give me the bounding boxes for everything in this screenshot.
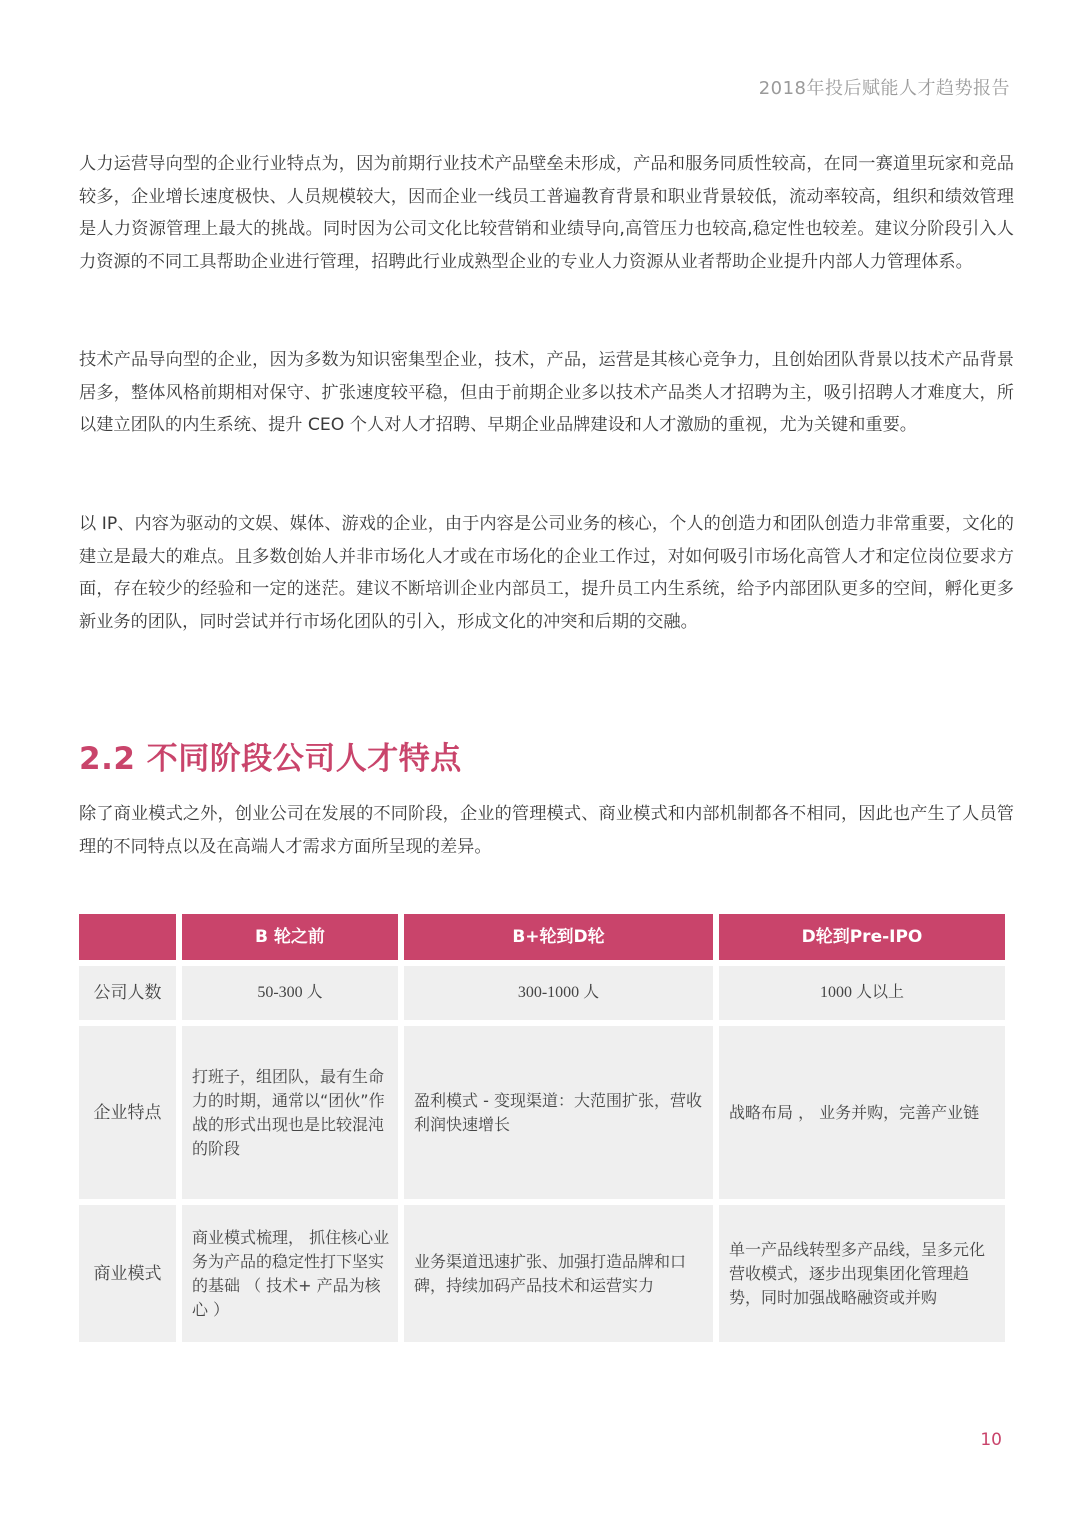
row-label-characteristics: 企业特点: [79, 1026, 176, 1199]
table-header-before-b: B 轮之前: [182, 914, 398, 960]
report-title: 2018年投后赋能人才趋势报告: [758, 78, 1010, 99]
table-row-characteristics: [79, 1026, 1005, 1199]
table-header-row: [79, 914, 1005, 960]
table-cell: 战略布局 ， 业务并购，完善产业链: [719, 1026, 1005, 1199]
page-number: 10: [980, 1430, 1002, 1450]
table-row-business-model: [79, 1205, 1005, 1342]
section-heading: 2.2 不同阶段公司人才特点: [79, 741, 462, 777]
paragraph-ip-content: 以 IP、内容为驱动的文娱、媒体、游戏的企业，由于内容是公司业务的核心，个人的创造力和团队创造力非常重要，文化的建立是最大的难点。且多数创始人并非市场化人才或在市场化的企业工作过，对如何吸引市场化高管人才和定位岗位要求方面，存在较少的经验和一定的迷茫。建议不断培训企业内部员工，提升员工内生系统，给予内部团队更多的空间，孵化更多新业务的团队，同时尝试并行市场化团队的引入，形成文化的冲突和后期的交融。: [79, 514, 1014, 632]
table-header-d-to-preipo: D轮到Pre-IPO: [719, 914, 1005, 960]
table-header-corner: [79, 914, 176, 960]
paragraph-tech-product: 技术产品导向型的企业，因为多数为知识密集型企业，技术，产品，运营是其核心竞争力，且创始团队背景以技术产品背景居多，整体风格前期相对保守、扩张速度较平稳，但由于前期企业多以技术产品类人才招聘为主，吸引招聘人才难度大，所以建立团队的内生系统、提升 CEO 个人对人才招聘、早期企业品牌建设和人才激励的重视，尤为关键和重要。: [79, 350, 1014, 435]
row-label-business-model: 商业模式: [79, 1205, 176, 1342]
table-cell: 商业模式梳理， 抓住核心业务为产品的稳定性打下坚实的基础 （ 技术+ 产品为核心 ）: [182, 1205, 398, 1342]
table-header-b-to-d: B+轮到D轮: [404, 914, 713, 960]
table-cell: 1000 人以上: [719, 966, 1005, 1020]
table-cell: 业务渠道迅速扩张、加强打造品牌和口碑，持续加码产品技术和运营实力: [404, 1205, 713, 1342]
table-cell: 盈利模式 - 变现渠道：大范围扩张，营收利润快速增长: [404, 1026, 713, 1199]
stage-talent-table: [79, 914, 1005, 1348]
table-cell: 单一产品线转型多产品线，呈多元化营收模式，逐步出现集团化管理趋势，同时加强战略融资或并购: [719, 1205, 1005, 1342]
table-cell: 打班子，组团队，最有生命力的时期，通常以“团伙”作战的形式出现也是比较混沌的阶段: [182, 1026, 398, 1199]
table-row-headcount: [79, 966, 1005, 1020]
section-intro: 除了商业模式之外，创业公司在发展的不同阶段，企业的管理模式、商业模式和内部机制都各不相同，因此也产生了人员管理的不同特点以及在高端人才需求方面所呈现的差异。: [79, 804, 1014, 857]
table-cell: 50-300 人: [182, 966, 398, 1020]
table-cell: 300-1000 人: [404, 966, 713, 1020]
paragraph-hr-operations: 人力运营导向型的企业行业特点为，因为前期行业技术产品壁垒未形成，产品和服务同质性较高，在同一赛道里玩家和竞品较多，企业增长速度极快、人员规模较大，因而企业一线员工普遍教育背景和职业背景较低，流动率较高，组织和绩效管理是人力资源管理上最大的挑战。同时因为公司文化比较营销和业绩导向,高管压力也较高,稳定性也较差。建议分阶段引入人力资源的不同工具帮助企业进行管理，招聘此行业成熟型企业的专业人力资源从业者帮助企业提升内部人力管理体系。: [79, 154, 1014, 272]
row-label-headcount: 公司人数: [79, 966, 176, 1020]
